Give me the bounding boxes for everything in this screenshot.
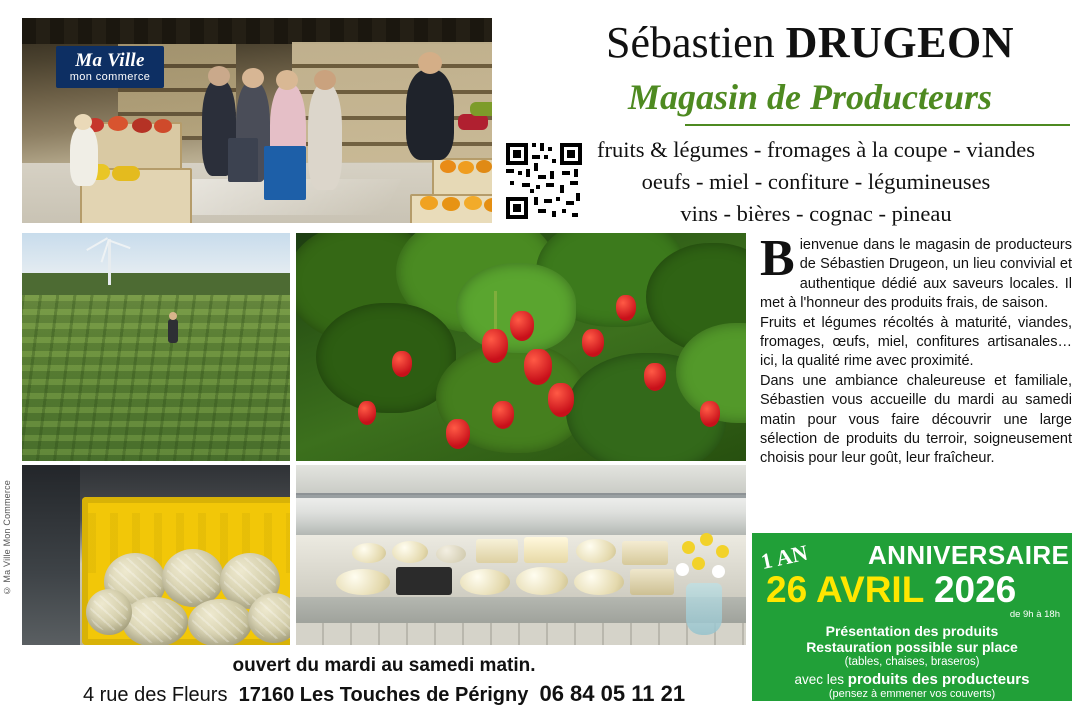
produce-item	[112, 166, 140, 181]
produce-item	[464, 196, 482, 210]
produce-item	[476, 160, 492, 173]
produce-item	[458, 161, 474, 174]
melon-field-photo	[22, 233, 290, 461]
produce-item	[132, 118, 152, 133]
cheese-block	[524, 537, 568, 563]
anniversary-badge: 1 AN	[758, 539, 810, 575]
customer-head	[276, 70, 298, 90]
stem	[494, 291, 497, 331]
intro-text-block	[760, 230, 1072, 469]
anniversary-hours: de 9h à 18h	[1009, 609, 1060, 620]
anniversary-day: 26 AVRIL	[766, 569, 924, 610]
strawberry	[644, 363, 666, 391]
crop-rows	[22, 295, 290, 461]
ceiling-beams	[22, 18, 492, 44]
strawberry	[616, 295, 636, 321]
cheese-block	[630, 569, 674, 595]
strawberry	[548, 383, 574, 417]
cheese-wheel	[352, 543, 386, 563]
cheese-tub	[396, 567, 452, 595]
strawberry	[510, 311, 534, 341]
logo-line-1: Ma Ville	[75, 50, 145, 72]
street-address: 4 rue des Fleurs	[82, 684, 228, 706]
flower	[682, 541, 695, 554]
product-line: vins - bières - cognac - pineau	[680, 201, 952, 226]
logo-line-2: mon commerce	[69, 70, 151, 83]
leaf	[316, 303, 456, 413]
subtitle: Magasin de Producteurs	[627, 77, 993, 117]
product-line: fruits & légumes - fromages à la coupe - viandes	[597, 137, 1035, 162]
cheese-wheel	[336, 569, 390, 595]
strawberry	[392, 351, 412, 377]
flower	[712, 565, 725, 578]
melons-in-yellow-crate-photo	[22, 465, 290, 645]
produce-item	[440, 160, 456, 173]
produce-item	[154, 119, 172, 133]
melon	[86, 589, 132, 635]
city-address: 17160 Les Touches de Périgny	[238, 684, 529, 706]
strawberry-plants-photo	[296, 233, 746, 461]
strawberry	[492, 401, 514, 429]
strawberry	[700, 401, 720, 427]
intro-paragraph: ienvenue dans le magasin de producteurs de Sébastien Drugeon, un lieu convivial et authentique dédié aux saveurs locales. Il met à l'honneur des produits frais, de saison.	[760, 237, 1072, 312]
foreground-shadow	[22, 465, 80, 645]
customer-head	[74, 114, 92, 130]
cheese-wheel	[392, 541, 428, 563]
strawberry	[446, 419, 470, 449]
produce-item	[420, 196, 438, 210]
anniversary-line-4	[752, 671, 1072, 688]
shop-interior-photo	[22, 18, 492, 223]
produce-item	[108, 116, 128, 131]
flower	[716, 545, 729, 558]
strawberry	[582, 329, 604, 357]
staff-head	[418, 52, 442, 74]
first-name: Sébastien	[605, 18, 775, 67]
cheese-counter-photo	[296, 465, 746, 645]
anniversary-line-4-prefix: avec les	[794, 672, 848, 687]
page-title	[550, 18, 1070, 70]
cheese-wheel	[436, 545, 466, 563]
drop-cap: B	[760, 230, 795, 287]
flower	[676, 563, 689, 576]
copyright-notice: © Ma Ville Mon Commerce	[2, 480, 12, 596]
cheese-wheel	[576, 539, 616, 563]
staff-figure	[406, 70, 454, 160]
strawberry	[358, 401, 376, 425]
opening-hours: ouvert du mardi au samedi matin.	[232, 655, 536, 676]
wind-turbine	[108, 239, 111, 285]
customer-head	[242, 68, 264, 88]
product-line: oeufs - miel - confiture - légumineuses	[641, 169, 991, 194]
anniversary-line-4-bold: produits des producteurs	[847, 671, 1030, 688]
customer-figure	[70, 126, 98, 186]
strawberry	[482, 329, 508, 363]
shopping-bag	[264, 146, 306, 200]
farmer-figure	[168, 319, 178, 343]
anniversary-line-5: (pensez à emmener vos couverts)	[828, 688, 996, 700]
produce-item	[442, 197, 460, 211]
phone-number[interactable]: 06 84 05 11 21	[539, 681, 686, 706]
produce-item	[470, 102, 492, 116]
anniversary-line-1: Présentation des produits	[825, 623, 999, 639]
melon	[122, 597, 188, 645]
shopping-bag	[228, 138, 258, 182]
produce-item	[458, 114, 488, 130]
anniversary-date	[766, 569, 1066, 611]
ma-ville-mon-commerce-logo	[56, 46, 164, 88]
address-and-phone	[22, 681, 746, 707]
strawberry	[524, 349, 552, 385]
cheese-wheel	[516, 567, 568, 595]
product-category-list	[560, 134, 1072, 230]
anniversary-line-3: (tables, chaises, braseros)	[844, 656, 980, 668]
intro-paragraph: Fruits et légumes récoltés à maturité, viandes, fromages, œufs, miel, confitures artisanales… ici, la qualité rime avec proximité.	[760, 314, 1072, 370]
customer-head	[314, 70, 336, 90]
glass-vase	[686, 583, 722, 635]
intro-paragraph: Dans une ambiance chaleureuse et familiale, Sébastien vous accueille du mardi au samedi matin pour vous faire découvrir une large sélection de produits du terroir, soigneusement choisis pour leur goût, leur fraîcheur.	[760, 372, 1072, 467]
flower	[692, 557, 705, 570]
flower-bouquet	[670, 531, 740, 637]
tree-line	[22, 273, 290, 295]
cheese-block	[476, 539, 518, 563]
anniversary-banner	[752, 533, 1072, 701]
cheese-wheel	[460, 569, 510, 595]
anniversary-word: ANNIVERSAIRE	[868, 540, 1070, 570]
customer-head	[208, 66, 230, 86]
customer-figure	[308, 84, 342, 190]
flower	[700, 533, 713, 546]
anniversary-line-2: Restauration possible sur place	[806, 639, 1018, 655]
melon	[188, 599, 252, 645]
anniversary-year: 2026	[933, 569, 1017, 610]
subtitle-divider	[685, 124, 1070, 126]
cheese-block	[622, 541, 668, 565]
cheese-wheel	[574, 569, 624, 595]
last-name: DRUGEON	[785, 18, 1015, 67]
